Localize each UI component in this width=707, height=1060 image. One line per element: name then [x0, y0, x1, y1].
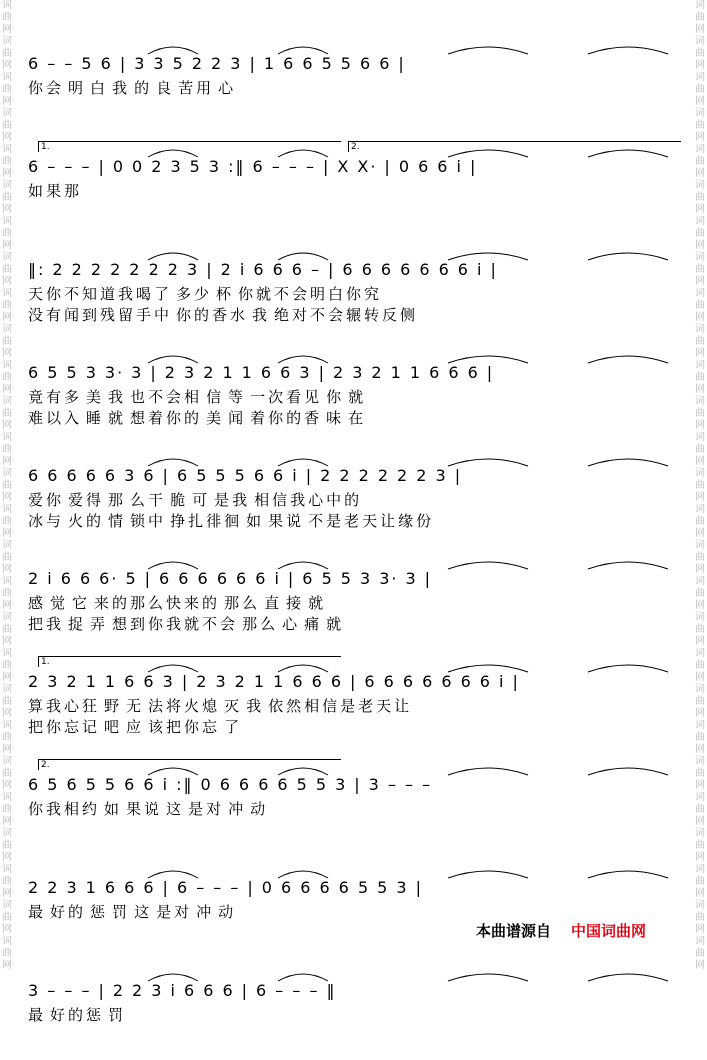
note-group: 6 6 [380, 260, 413, 279]
lyric-syllable: 好的惩 [50, 1006, 105, 1024]
note-group: 3· [104, 363, 125, 382]
note-group: 5 3 [66, 363, 98, 382]
barline: ‖ [326, 981, 337, 1000]
note-group: 1 6 [409, 363, 442, 382]
note-group: 6 [379, 54, 392, 73]
notation-row [28, 258, 688, 282]
lyric-syllable: 等 [228, 388, 247, 406]
barline: | [305, 466, 314, 485]
lyric-syllable: 弄 [90, 615, 109, 633]
lyric-syllable: 来的那么快来的 [94, 594, 221, 612]
note-group: 3 6 [124, 466, 156, 485]
notation-row [28, 670, 688, 694]
barline: | [318, 363, 326, 382]
lyric-syllable: 捉 [68, 615, 87, 633]
barline: | [322, 157, 331, 176]
lyric-syllable: 觉 [50, 594, 69, 612]
note-group: 6 6 [238, 775, 271, 794]
lyric-syllable: 该把你忘 [148, 718, 221, 736]
barline: | [490, 260, 498, 279]
note-group: 2 1 [66, 672, 98, 691]
note-group: 2 3 [132, 981, 164, 1000]
note-group: 6 [236, 569, 249, 588]
note-group: 0 6 [398, 157, 431, 176]
note-group: 6 – [291, 260, 322, 279]
note-group: 0 [132, 157, 145, 176]
note-group: 6 3 [143, 672, 175, 691]
note-group: 3 – – – [28, 981, 92, 1000]
note-group: 6 6 [448, 363, 480, 382]
score-system [28, 236, 688, 339]
note-group: 6 6 6 6 [159, 569, 229, 588]
lyric-syllable: 野 [104, 697, 123, 715]
score-system [28, 751, 688, 854]
note-group: 5 6 [81, 54, 113, 73]
lyric-syllable: 挣扎徘徊 [170, 512, 243, 530]
lyric-syllable: 着你的香 [250, 409, 323, 427]
note-group: 6· [99, 569, 119, 588]
lyric-syllable: 直 [264, 594, 283, 612]
watermark-left: 词曲网 词曲网 词曲网 词曲网 词曲网 词曲网 词曲网 词曲网 词曲网 词曲网 词曲网 词曲网 词曲网 词曲网 词曲网 词曲网 词曲网 词曲网 词曲网 词曲网 词曲网 词曲网 词曲网 词曲网 词曲网 词曲网 词曲网 [2, 0, 12, 971]
volta-bracket: 2. [38, 759, 341, 770]
score-sheet [28, 30, 688, 1060]
barline: | [150, 363, 158, 382]
lyric-syllable: 你的香水 [176, 306, 249, 324]
lyric-row-verse-1 [28, 902, 688, 922]
lyric-syllable: 果说 [126, 800, 163, 818]
source-label: 本曲谱源自 [476, 922, 552, 940]
lyric-syllable: 也不会相 [130, 388, 203, 406]
lyric-syllable: 苦用 [178, 79, 215, 97]
lyric-syllable: 就 [308, 594, 327, 612]
note-group: 2 2 [358, 466, 391, 485]
lyric-syllable: 法将火熄 [148, 697, 221, 715]
lyric-syllable: 如果那 [28, 182, 83, 200]
lyric-syllable: 冲 [228, 800, 247, 818]
lyric-syllable: 你会 [28, 79, 65, 97]
lyric-syllable: 你我相约 [28, 800, 101, 818]
note-group: 6 6 [364, 672, 396, 691]
barline: | [354, 775, 362, 794]
note-group: i 6 [170, 981, 197, 1000]
barline: | [486, 363, 495, 382]
note-group: 2 3 [416, 466, 448, 485]
note-group: 2 3 [167, 260, 200, 279]
note-group: 2 1 [203, 363, 235, 382]
barline: | [98, 981, 106, 1000]
lyric-syllable: 那么 [242, 615, 279, 633]
lyric-syllable: 美 [86, 388, 105, 406]
lyric-row-verse-1 [28, 490, 688, 510]
lyric-syllable: 一次看见 [250, 388, 323, 406]
lyric-row-verse-1 [28, 284, 688, 304]
lyric-syllable: 爱你 [28, 491, 65, 509]
barline: | [249, 54, 257, 73]
score-system [28, 133, 688, 236]
lyric-syllable: 脆 [170, 491, 189, 509]
note-group: 1 6 [263, 54, 296, 73]
site-name[interactable]: 中国词曲网 [571, 922, 647, 940]
lyric-syllable: 不是老天让缘份 [308, 512, 435, 530]
note-group: 2 2 [129, 260, 161, 279]
note-group: 2 3 [151, 157, 183, 176]
lyric-syllable: 多少 [176, 285, 213, 303]
note-group: 6 6 [402, 672, 435, 691]
lyric-syllable: 白 [90, 79, 109, 97]
lyric-syllable: 如 [104, 800, 123, 818]
note-group: 1 6 [85, 878, 118, 897]
lyric-row-verse-2 [28, 305, 688, 325]
lyric-syllable: 灭 [224, 697, 243, 715]
note-group: 6 5 [338, 878, 371, 897]
lyric-syllable: 是我 [214, 491, 251, 509]
note-group: 6 – – – [256, 981, 320, 1000]
lyric-syllable: 我 [108, 388, 127, 406]
note-group: 6 6 [300, 878, 332, 897]
lyric-syllable: 果说 [268, 512, 305, 530]
note-group: 2 2 [52, 260, 84, 279]
note-group: 2 3 [164, 363, 197, 382]
note-group: 5 3 [315, 775, 348, 794]
watermark-right: 词曲网 词曲网 词曲网 词曲网 词曲网 词曲网 词曲网 词曲网 词曲网 词曲网 词曲网 词曲网 词曲网 词曲网 词曲网 词曲网 词曲网 词曲网 词曲网 词曲网 词曲网 词曲网 词曲网 词曲网 词曲网 词曲网 词曲网 [695, 0, 705, 971]
barline: | [162, 878, 170, 897]
note-group: 6 5 [28, 363, 60, 382]
lyric-syllable: 明 [68, 79, 87, 97]
note-group: 2 3 [196, 672, 228, 691]
note-group: 6 [104, 466, 118, 485]
note-group: 0 6 [261, 878, 294, 897]
lyric-syllable: 算我心狂 [28, 697, 101, 715]
notation-row [28, 876, 688, 900]
note-group: 5 6 [340, 54, 373, 73]
lyric-syllable: 最 [28, 1006, 47, 1024]
lyric-syllable: 依然相信是老天让 [268, 697, 413, 715]
lyric-syllable: 相信我心中的 [254, 491, 363, 509]
note-group: 3 [405, 569, 418, 588]
notation-row [28, 979, 688, 1003]
lyric-syllable: 惩 [90, 903, 109, 921]
note-group: 0 [112, 157, 126, 176]
barline: ‖: [28, 260, 46, 279]
volta-bracket: 2. [348, 141, 681, 152]
lyric-syllable: 爱得 [68, 491, 105, 509]
lyric-syllable: 么干 [130, 491, 167, 509]
lyric-syllable: 的 [134, 79, 153, 97]
note-group: 2 3 [332, 363, 365, 382]
note-group: 6 5 [277, 775, 309, 794]
note-group: 2 2 [90, 260, 123, 279]
lyric-syllable: 是对 [188, 800, 225, 818]
lyric-syllable: 天你不知道我喝了 [28, 285, 173, 303]
note-group: 1 6 [273, 672, 305, 691]
lyric-row-verse-2 [28, 511, 688, 531]
note-group: 2 i [220, 260, 247, 279]
lyric-syllable: 应 [126, 718, 145, 736]
notation-row [28, 155, 688, 179]
barline: | [241, 981, 250, 1000]
lyric-syllable: 竟有多 [28, 388, 83, 406]
lyric-syllable: 动 [250, 800, 269, 818]
barline: | [424, 569, 433, 588]
lyric-syllable: 吧 [104, 718, 123, 736]
note-group: 6 6 [66, 466, 98, 485]
notation-row [28, 567, 688, 591]
note-group: 6 6 [28, 466, 60, 485]
lyric-syllable: 我 [112, 79, 131, 97]
note-group: 6 – – – [252, 157, 316, 176]
note-group: 2 3 [47, 878, 79, 897]
barline: | [469, 157, 478, 176]
barline: | [287, 569, 296, 588]
lyric-syllable: 火的 [68, 512, 105, 530]
lyric-syllable: 它 [72, 594, 91, 612]
notation-row [28, 464, 688, 488]
note-group: 6 – – [28, 54, 75, 73]
lyric-syllable: 可 [192, 491, 211, 509]
note-group: 6 i [255, 569, 281, 588]
lyric-syllable: 如 [246, 512, 265, 530]
note-group: 2 [112, 981, 126, 1000]
lyric-syllable: 味 [326, 409, 345, 427]
note-group: 6 i [437, 157, 463, 176]
note-group: 5 [215, 466, 228, 485]
notation-row [28, 361, 688, 385]
barline: | [398, 54, 406, 73]
note-group: 5 6 [234, 466, 267, 485]
volta-bracket: 1. [38, 656, 341, 667]
note-group: 6 6 [342, 260, 374, 279]
note-group: 6 5 [66, 775, 98, 794]
lyric-syllable: 美 [206, 409, 225, 427]
note-group: 6 6 [203, 981, 235, 1000]
note-group: 1 6 [104, 672, 137, 691]
note-group: 5 3 [189, 157, 222, 176]
lyric-syllable: 在 [348, 409, 367, 427]
note-group: 1 6 [241, 363, 274, 382]
note-group: 0 6 [200, 775, 232, 794]
score-system [28, 854, 688, 957]
note-group: 6 i [273, 466, 299, 485]
lyric-syllable: 最 [28, 903, 47, 921]
barline: :‖ [228, 157, 246, 176]
note-group: 6 – – – [28, 157, 92, 176]
lyric-syllable: 接 [286, 594, 305, 612]
note-group: 5 3 [377, 878, 409, 897]
source-footer [476, 920, 646, 941]
lyric-row-verse-1 [28, 1005, 688, 1025]
lyric-syllable: 罚 [112, 903, 131, 921]
lyric-syllable: 冰与 [28, 512, 65, 530]
note-group: X X· [337, 157, 378, 176]
note-group: 2 i [28, 569, 54, 588]
lyric-syllable: 无 [126, 697, 145, 715]
lyric-syllable: 这 [166, 800, 185, 818]
lyric-syllable: 心 [282, 615, 301, 633]
note-group: 6 5 [28, 775, 60, 794]
lyric-row-verse-1 [28, 78, 688, 98]
note-group: 6 6 [441, 672, 473, 691]
note-group: 5 6 [104, 775, 137, 794]
note-group: 5 3 [340, 569, 373, 588]
lyric-syllable: 这 [134, 903, 153, 921]
lyric-row-verse-2 [28, 614, 688, 634]
note-group: 2 3 [211, 54, 243, 73]
note-group: 2 3 [28, 672, 60, 691]
barline: | [247, 878, 255, 897]
lyric-syllable: 把你忘记 [28, 718, 101, 736]
lyric-row-verse-2 [28, 408, 688, 428]
note-group: 2 1 [234, 672, 267, 691]
volta-bracket: 1. [38, 141, 341, 152]
lyric-row-verse-2 [28, 717, 688, 737]
note-group: 6 – – – [176, 878, 241, 897]
note-group: 2 [397, 466, 410, 485]
lyric-syllable: 罚 [108, 1006, 127, 1024]
lyric-syllable: 心 [218, 79, 237, 97]
note-group: 2 [28, 878, 41, 897]
barline: | [181, 672, 190, 691]
lyric-syllable: 想到你我就不会 [112, 615, 239, 633]
note-group: 3 [131, 363, 144, 382]
lyric-syllable: 你就不会明白你究 [238, 285, 383, 303]
note-group: 3 – – – [368, 775, 433, 794]
lyric-row-verse-1 [28, 593, 688, 613]
note-group: 6 6 [253, 260, 285, 279]
lyric-syllable: 就 [326, 615, 345, 633]
barline: :‖ [176, 775, 194, 794]
note-group: 6 3 [280, 363, 312, 382]
score-system [28, 545, 688, 648]
note-group: 6 6 [311, 672, 344, 691]
barline: | [454, 466, 463, 485]
score-system [28, 30, 688, 133]
note-group: 6 i [457, 260, 484, 279]
barline: | [512, 672, 520, 691]
notation-row [28, 52, 688, 76]
note-group: 6 5 [302, 569, 334, 588]
lyric-syllable: 了 [224, 718, 243, 736]
lyric-syllable: 那么 [224, 594, 261, 612]
lyric-syllable: 痛 [304, 615, 323, 633]
note-group: 6 i [479, 672, 506, 691]
note-group: 3 [134, 54, 147, 73]
lyric-syllable: 好的 [50, 903, 87, 921]
barline: | [206, 260, 214, 279]
barline: | [350, 672, 358, 691]
note-group: 6 6 [124, 878, 156, 897]
lyric-row-verse-1 [28, 181, 688, 201]
barline: | [98, 157, 106, 176]
note-group: 3 5 [153, 54, 185, 73]
lyric-syllable: 绝对不会辗转反侧 [274, 306, 419, 324]
lyric-syllable: 你 [326, 388, 345, 406]
note-group: 3· [379, 569, 399, 588]
note-group: 6 6 [419, 260, 451, 279]
score-system [28, 648, 688, 751]
barline: | [144, 569, 153, 588]
note-group: 2 2 [320, 466, 352, 485]
lyric-syllable: 我 [252, 306, 271, 324]
lyric-syllable: 我 [246, 697, 265, 715]
score-system [28, 442, 688, 545]
lyric-syllable: 就 [108, 409, 127, 427]
lyric-syllable: 想着你的 [130, 409, 203, 427]
lyric-syllable: 是对 [156, 903, 193, 921]
barline: | [328, 260, 336, 279]
barline: | [384, 157, 392, 176]
score-system [28, 339, 688, 442]
lyric-syllable: 就 [348, 388, 367, 406]
note-group: 6 5 [302, 54, 334, 73]
lyric-syllable: 良 [156, 79, 175, 97]
lyric-syllable: 睡 [86, 409, 105, 427]
lyric-syllable: 感 [28, 594, 47, 612]
lyric-syllable: 把我 [28, 615, 65, 633]
lyric-syllable: 锁中 [130, 512, 167, 530]
lyric-syllable: 闻 [228, 409, 247, 427]
lyric-syllable: 没有闻到残留手中 [28, 306, 173, 324]
note-group: 6 5 [176, 466, 209, 485]
lyric-syllable: 杯 [216, 285, 235, 303]
note-group: 2 [191, 54, 205, 73]
note-group: 2 1 [371, 363, 403, 382]
barline: | [119, 54, 128, 73]
barline: | [415, 878, 423, 897]
lyric-syllable: 情 [108, 512, 127, 530]
lyric-row-verse-1 [28, 799, 688, 819]
note-group: 6 i [143, 775, 170, 794]
lyric-syllable: 动 [218, 903, 237, 921]
lyric-syllable: 信 [206, 388, 225, 406]
lyric-row-verse-1 [28, 696, 688, 716]
notation-row [28, 773, 688, 797]
note-group: 6 6 [60, 569, 93, 588]
lyric-syllable: 难以入 [28, 409, 83, 427]
barline: | [162, 466, 170, 485]
lyric-syllable: 那 [108, 491, 127, 509]
lyric-syllable: 冲 [196, 903, 215, 921]
note-group: 5 [125, 569, 138, 588]
score-system [28, 957, 688, 1060]
lyric-row-verse-1 [28, 387, 688, 407]
